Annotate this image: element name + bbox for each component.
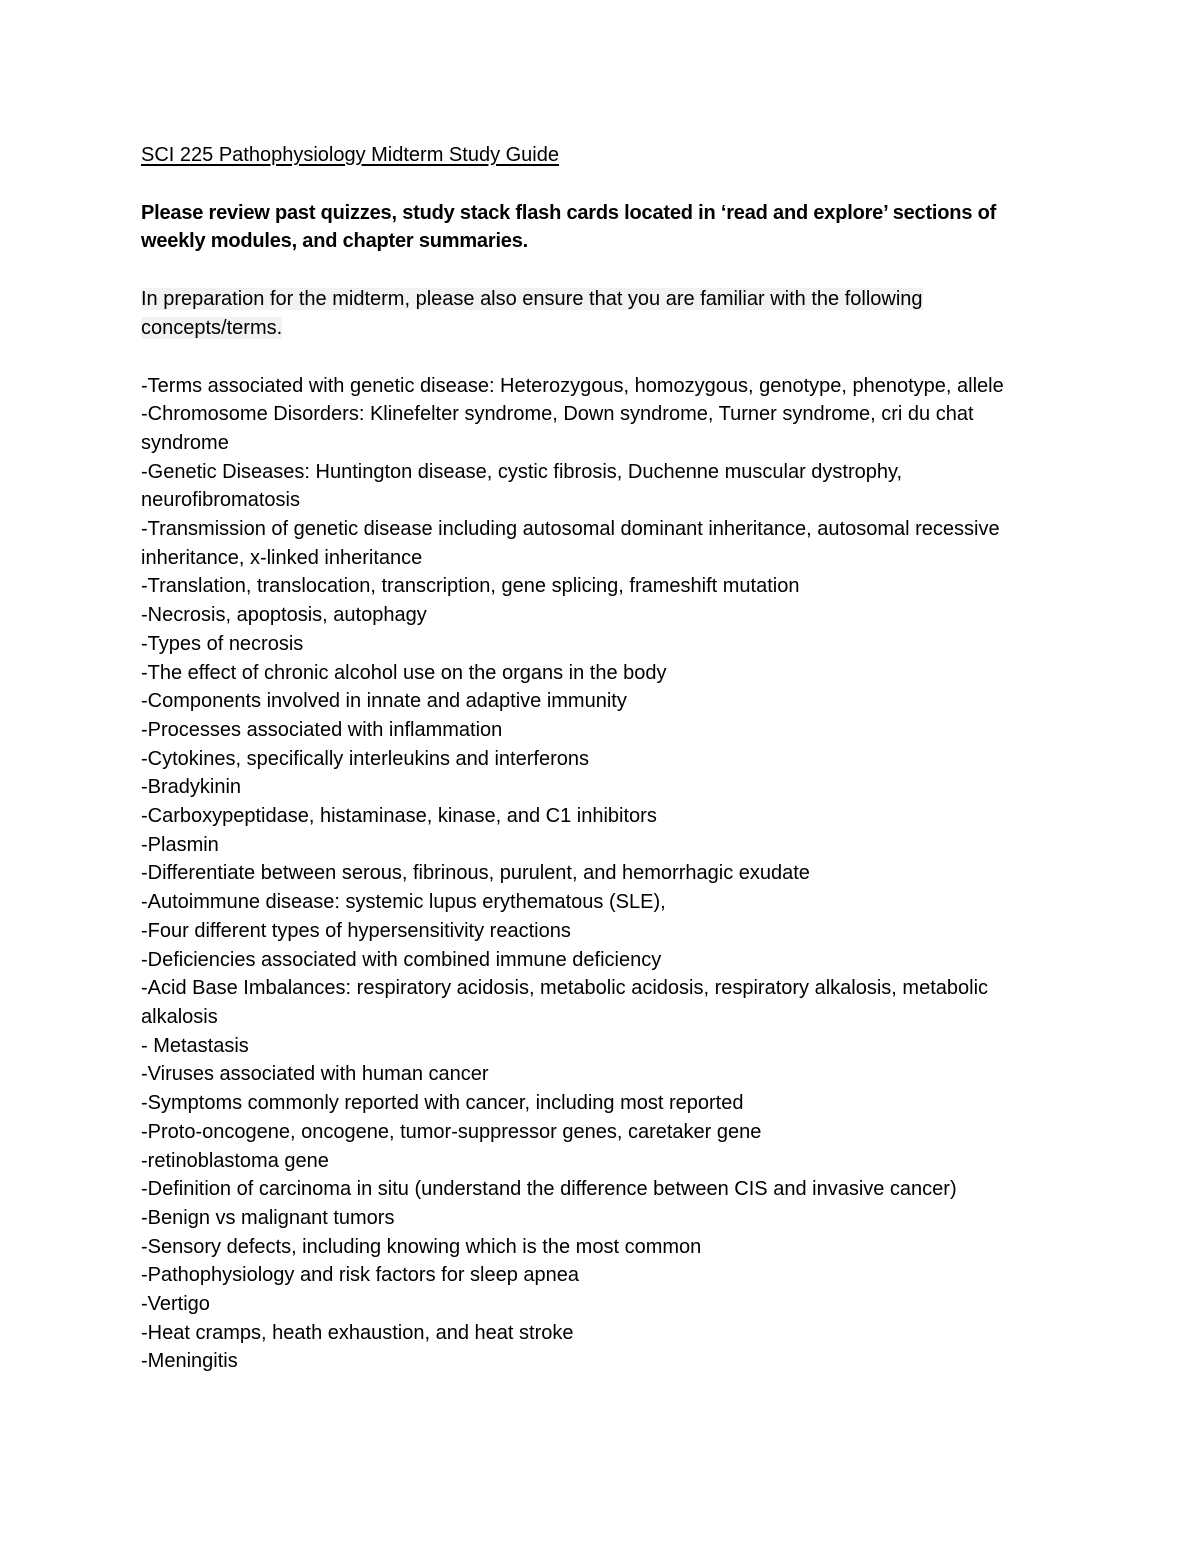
- list-item: -Bradykinin: [141, 776, 242, 799]
- list-item: -Chromosome Disorders: Klinefelter syndrome, Down syndrome, Turner syndrome, cri du chat syndrome: [141, 403, 974, 454]
- list-item: -Necrosis, apoptosis, autophagy: [141, 604, 427, 627]
- list-item: -Terms associated with genetic disease: Heterozygous, homozygous, genotype, phenotype, allele: [141, 374, 1004, 397]
- list-item: -Processes associated with inflammation: [141, 718, 503, 741]
- list-item: -Differentiate between serous, fibrinous, purulent, and hemorrhagic exudate: [141, 862, 810, 885]
- list-item: -Pathophysiology and risk factors for sleep apnea: [141, 1264, 580, 1287]
- list-item: -Genetic Diseases: Huntington disease, cystic fibrosis, Duchenne muscular dystrophy, neurofibromatosis: [141, 460, 903, 512]
- preparation-note-text: In preparation for the midterm, please also ensure that you are familiar with the following concepts/terms.: [141, 288, 923, 339]
- list-item: -Cytokines, specifically interleukins and interferons: [141, 747, 589, 770]
- list-item: -Autoimmune disease: systemic lupus erythematous (SLE),: [141, 891, 666, 914]
- list-item: -Deficiencies associated with combined immune deficiency: [141, 948, 662, 971]
- list-item: -Vertigo: [141, 1293, 210, 1316]
- list-item: -Four different types of hypersensitivity reactions: [141, 919, 571, 942]
- list-item: -The effect of chronic alcohol use on the organs in the body: [141, 661, 667, 684]
- list-item: -Proto-oncogene, oncogene, tumor-suppressor genes, caretaker gene: [141, 1120, 762, 1143]
- list-item: -retinoblastoma gene: [141, 1149, 329, 1172]
- list-item: -Translation, translocation, transcription, gene splicing, frameshift mutation: [141, 575, 800, 598]
- document-body: [141, 141, 1061, 1376]
- document-title: SCI 225 Pathophysiology Midterm Study Guide: [141, 144, 559, 166]
- list-item: -Heat cramps, heath exhaustion, and heat stroke: [141, 1321, 574, 1344]
- list-item: -Sensory defects, including knowing which is the most common: [141, 1235, 702, 1258]
- list-item: -Benign vs malignant tumors: [141, 1206, 395, 1229]
- list-item: -Viruses associated with human cancer: [141, 1063, 489, 1086]
- concept-list: [141, 372, 1061, 1377]
- list-item: -Symptoms commonly reported with cancer, including most reported: [141, 1092, 744, 1115]
- list-item: -Plasmin: [141, 833, 219, 856]
- list-item: -Components involved in innate and adaptive immunity: [141, 690, 627, 713]
- list-item: -Definition of carcinoma in situ (understand the difference between CIS and invasive cancer): [141, 1178, 957, 1201]
- list-item: -Meningitis: [141, 1350, 238, 1373]
- list-item: - Metastasis: [141, 1034, 249, 1057]
- list-item: -Types of necrosis: [141, 632, 304, 655]
- list-item: -Acid Base Imbalances: respiratory acidosis, metabolic acidosis, respiratory alkalosis, metabolic alkalosis: [141, 977, 989, 1028]
- list-item: -Transmission of genetic disease including autosomal dominant inheritance, autosomal recessive inheritance, x-linked inheritance: [141, 518, 1000, 569]
- preparation-note: [141, 285, 1061, 342]
- review-instructions: Please review past quizzes, study stack flash cards located in ‘read and explore’ sections of weekly modules, and chapter summaries.: [141, 201, 997, 253]
- list-item: -Carboxypeptidase, histaminase, kinase, and C1 inhibitors: [141, 805, 657, 828]
